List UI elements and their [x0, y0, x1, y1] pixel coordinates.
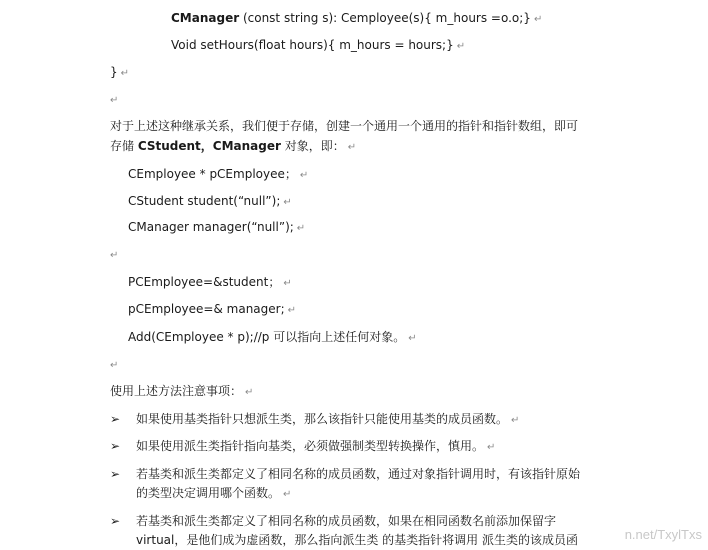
paragraph-mark-icon: ↵: [245, 387, 254, 398]
code-line-assign-student: [128, 274, 292, 292]
paragraph-mark-icon: ↵: [120, 68, 130, 79]
empty-line: [110, 356, 118, 374]
bullet-arrow-icon: ➢: [110, 514, 121, 528]
bullet-text: 的类型决定调用哪个函数。: [136, 486, 281, 500]
notes-title-text: 使用上述方法注意事项：: [110, 384, 243, 398]
bullet-item-3-line-2: [136, 485, 291, 503]
paragraph-text-1: 对于上述这种继承关系，我们便于存储，创建一个通用一个通用的指针和指针数组，即可: [110, 119, 579, 133]
paragraph-mark-icon: ↵: [296, 223, 306, 234]
bullet-text: virtual，是他们成为虚函数，那么指向派生类 的基类指针将调用 派生类的该成员函: [136, 533, 578, 547]
code-text: CStudent student(“null”);: [128, 194, 281, 208]
paragraph-mark-icon: ↵: [110, 360, 119, 371]
paragraph-line-2: [110, 138, 356, 156]
paragraph-mark-icon: ↵: [110, 95, 119, 106]
bullet-arrow-icon: ➢: [110, 412, 121, 426]
code-line-cmanager-ctor: [171, 10, 542, 28]
code-sethours-text: Void setHours(float hours){ m_hours = hours;}: [171, 38, 454, 52]
empty-line: [110, 246, 118, 264]
code-line-sethours: [171, 37, 465, 55]
bullet-text: 若基类和派生类都定义了相同名称的成员函数，如果在相同函数名前添加保留字: [136, 514, 557, 528]
bullet-item-4-line-2: [136, 532, 578, 548]
watermark: n.net/TxylTxs: [624, 527, 702, 542]
paragraph-mark-icon: ↵: [299, 170, 309, 181]
bullet-item-3-line-1: [136, 466, 580, 482]
bullet-item-4-line-1: [136, 513, 556, 529]
bullet-text: 如果使用基类指针只想派生类，那么该指针只能使用基类的成员函数。: [136, 412, 509, 426]
empty-line: [110, 91, 118, 109]
paragraph-mark-icon: ↵: [347, 142, 357, 153]
paragraph-text-2-prefix: 存储: [110, 139, 138, 153]
bullet-text: 如果使用派生类指针指向基类，必须做强制类型转换操作，慎用。: [136, 439, 485, 453]
code-closing-brace: [110, 64, 129, 82]
code-line-manager-decl: [128, 219, 305, 237]
code-text: pCEmployee=& manager;: [128, 302, 285, 316]
bullet-arrow-icon: ➢: [110, 467, 121, 481]
code-text: CEmployee * pCEmployee；: [128, 167, 297, 181]
code-text: Add(CEmployee * p);//p 可以指向上述任何对象。: [128, 330, 406, 344]
code-ctor-rest: (const string s): Cemployee(s){ m_hours =o.o;}: [239, 11, 531, 25]
paragraph-mark-icon: ↵: [487, 442, 496, 453]
code-text: CManager manager(“null”);: [128, 220, 294, 234]
paragraph-mark-icon: ↵: [283, 489, 292, 500]
paragraph-text-2-suffix: 对象，即：: [280, 139, 345, 153]
paragraph-bold-classes: CStudent，CManager: [137, 139, 281, 153]
code-line-student-decl: [128, 193, 292, 211]
paragraph-mark-icon: ↵: [533, 14, 543, 25]
paragraph-line-1: [110, 118, 578, 134]
paragraph-mark-icon: ↵: [456, 41, 466, 52]
code-bold-cmanager: CManager: [171, 11, 240, 25]
closing-brace-text: }: [110, 65, 118, 79]
paragraph-mark-icon: ↵: [283, 278, 292, 289]
paragraph-mark-icon: ↵: [287, 305, 297, 316]
paragraph-mark-icon: ↵: [511, 415, 520, 426]
bullet-arrow-icon: ➢: [110, 439, 121, 453]
notes-title: [110, 383, 253, 401]
code-line-assign-manager: [128, 301, 296, 319]
paragraph-mark-icon: ↵: [110, 250, 119, 261]
paragraph-mark-icon: ↵: [283, 197, 292, 208]
code-line-add-function: [128, 329, 417, 347]
bullet-item-2: [136, 438, 495, 456]
code-line-pcemployee-decl: [128, 166, 308, 184]
bullet-text: 若基类和派生类都定义了相同名称的成员函数，通过对象指针调用时，有该指针原始: [136, 467, 581, 481]
code-text: PCEmployee=&student；: [128, 275, 281, 289]
paragraph-mark-icon: ↵: [408, 333, 417, 344]
bullet-item-1: [136, 411, 519, 429]
